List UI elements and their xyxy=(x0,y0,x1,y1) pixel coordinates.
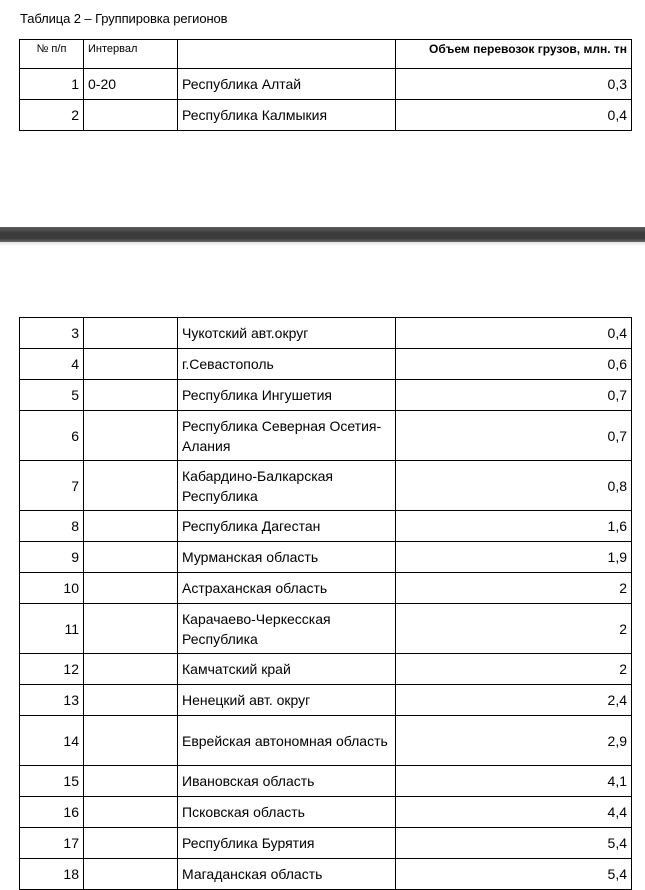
table-row xyxy=(20,654,632,685)
table-row xyxy=(20,797,632,828)
row-interval-cell xyxy=(84,766,178,797)
row-number-cell: 2 xyxy=(20,100,84,131)
row-volume-cell: 2 xyxy=(396,573,632,604)
table-row xyxy=(20,511,632,542)
row-interval-cell xyxy=(84,859,178,890)
row-interval-cell xyxy=(84,573,178,604)
table-row xyxy=(20,100,632,131)
row-region-cell: Республика Алтай xyxy=(178,69,396,100)
table-row xyxy=(20,461,632,511)
table-row xyxy=(20,349,632,380)
row-interval-cell xyxy=(84,542,178,573)
row-volume-cell: 1,9 xyxy=(396,542,632,573)
table-row xyxy=(20,380,632,411)
regions-table-page-1 xyxy=(19,39,632,131)
row-interval-cell xyxy=(84,604,178,654)
row-region-cell: Республика Северная Осетия- Алания xyxy=(178,411,396,461)
row-region-cell: Кабардино-Балкарская Республика xyxy=(178,461,396,511)
row-number-cell: 7 xyxy=(20,461,84,511)
row-number-cell: 1 xyxy=(20,69,84,100)
row-interval-cell xyxy=(84,349,178,380)
row-region-cell: Карачаево-Черкесская Республика xyxy=(178,604,396,654)
row-number-cell: 9 xyxy=(20,542,84,573)
row-volume-cell: 0,7 xyxy=(396,380,632,411)
header-number: № п/п xyxy=(20,40,84,69)
table-header-row xyxy=(20,40,632,69)
row-number-cell: 4 xyxy=(20,349,84,380)
table-row xyxy=(20,542,632,573)
row-region-cell: Республика Калмыкия xyxy=(178,100,396,131)
page-separator xyxy=(0,227,645,242)
row-number-cell: 10 xyxy=(20,573,84,604)
row-volume-cell: 2,9 xyxy=(396,716,632,766)
table-row xyxy=(20,318,632,349)
row-region-cell: Чукотский авт.округ xyxy=(178,318,396,349)
row-number-cell: 17 xyxy=(20,828,84,859)
row-volume-cell: 0,3 xyxy=(396,69,632,100)
row-interval-cell xyxy=(84,797,178,828)
row-region-cell: Магаданская область xyxy=(178,859,396,890)
row-volume-cell: 4,1 xyxy=(396,766,632,797)
row-volume-cell: 2,4 xyxy=(396,685,632,716)
table-caption: Таблица 2 – Группировка регионов xyxy=(20,11,228,26)
row-number-cell: 12 xyxy=(20,654,84,685)
row-interval-cell xyxy=(84,685,178,716)
row-region-cell: Еврейская автономная область xyxy=(178,716,396,766)
row-region-cell: Астраханская область xyxy=(178,573,396,604)
regions-table-page-2 xyxy=(19,317,632,890)
row-interval-cell xyxy=(84,828,178,859)
row-region-cell: г.Севастополь xyxy=(178,349,396,380)
row-region-cell: Псковская область xyxy=(178,797,396,828)
row-region-cell: Республика Дагестан xyxy=(178,511,396,542)
row-region-cell: Камчатский край xyxy=(178,654,396,685)
row-volume-cell: 2 xyxy=(396,604,632,654)
row-volume-cell: 5,4 xyxy=(396,859,632,890)
table-row xyxy=(20,828,632,859)
table-row xyxy=(20,573,632,604)
row-interval-cell xyxy=(84,654,178,685)
row-region-cell: Республика Ингушетия xyxy=(178,380,396,411)
row-number-cell: 16 xyxy=(20,797,84,828)
row-volume-cell: 2 xyxy=(396,654,632,685)
row-number-cell: 5 xyxy=(20,380,84,411)
row-number-cell: 8 xyxy=(20,511,84,542)
row-region-cell: Ивановская область xyxy=(178,766,396,797)
row-interval-cell xyxy=(84,461,178,511)
header-region xyxy=(178,40,396,69)
row-number-cell: 11 xyxy=(20,604,84,654)
table-row xyxy=(20,716,632,766)
row-number-cell: 13 xyxy=(20,685,84,716)
row-volume-cell: 0,8 xyxy=(396,461,632,511)
row-number-cell: 14 xyxy=(20,716,84,766)
row-interval-cell xyxy=(84,716,178,766)
row-region-cell: Ненецкий авт. округ xyxy=(178,685,396,716)
row-volume-cell: 4,4 xyxy=(396,797,632,828)
row-region-cell: Республика Бурятия xyxy=(178,828,396,859)
row-interval-cell xyxy=(84,380,178,411)
row-volume-cell: 0,6 xyxy=(396,349,632,380)
row-number-cell: 3 xyxy=(20,318,84,349)
row-volume-cell: 5,4 xyxy=(396,828,632,859)
table-row xyxy=(20,411,632,461)
row-number-cell: 15 xyxy=(20,766,84,797)
row-volume-cell: 1,6 xyxy=(396,511,632,542)
table-row xyxy=(20,859,632,890)
row-interval-cell xyxy=(84,318,178,349)
row-interval-cell xyxy=(84,511,178,542)
table-row xyxy=(20,69,632,100)
row-number-cell: 6 xyxy=(20,411,84,461)
header-interval: Интервал xyxy=(84,40,178,69)
row-interval-cell xyxy=(84,100,178,131)
table-row xyxy=(20,685,632,716)
row-interval-cell: 0-20 xyxy=(84,69,178,100)
row-interval-cell xyxy=(84,411,178,461)
header-volume: Объем перевозок грузов, млн. тн xyxy=(396,40,632,69)
row-region-cell: Мурманская область xyxy=(178,542,396,573)
row-volume-cell: 0,4 xyxy=(396,318,632,349)
row-volume-cell: 0,4 xyxy=(396,100,632,131)
row-volume-cell: 0,7 xyxy=(396,411,632,461)
table-row xyxy=(20,766,632,797)
row-number-cell: 18 xyxy=(20,859,84,890)
table-row xyxy=(20,604,632,654)
